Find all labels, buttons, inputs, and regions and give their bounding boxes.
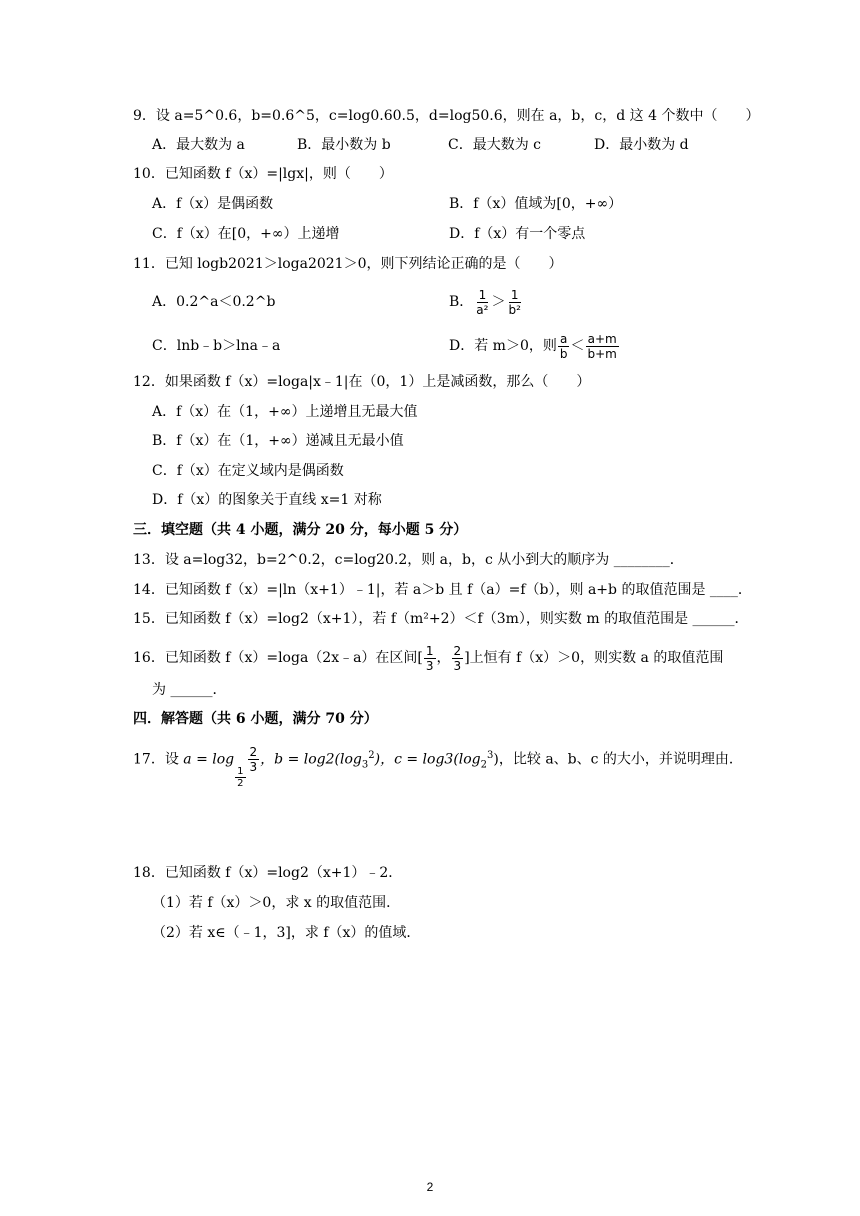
question-18-stem: 18．已知函数 f（x）=log2（x+1）﹣2． [133,865,403,881]
section-4-heading: 四．解答题（共 6 小题，满分 70 分） [133,711,378,727]
fraction [424,644,436,673]
q10-option-b: B．f（x）值域为[0，+∞） [449,196,623,212]
subscript: 2 [480,759,488,771]
question-12-stem: 12．如果函数 f（x）=loga|x﹣1|在（0，1）上是减函数，那么（ ） [133,374,591,390]
question-10-stem: 10．已知函数 f（x）=|lgx|，则（ ） [133,166,393,182]
numerator: 2 [453,643,462,658]
log-argument-fraction [248,745,260,774]
question-15: 15．已知函数 f（x）=log2（x+1），若 f（m²+2）＜f（3m），则实数 m 的取值范围是 ______． [133,611,749,627]
question-16 [133,640,723,676]
question-13: 13．设 a=log32，b=2^0.2，c=log20.2，则 a，b，c 从小到大的顺序为 ________． [133,552,684,568]
q11-option-c: C．lnb﹣b＞lna﹣a [152,338,281,354]
q9-option-b: B．最小数为 b [297,137,391,153]
denominator: b² [508,302,521,317]
subscript: 3 [361,759,369,771]
q11-option-b-prefix: B． [449,294,474,310]
fraction [474,288,490,317]
question-17 [133,736,743,789]
q9-option-c: C．最大数为 c [448,137,542,153]
section-3-heading: 三．填空题（共 4 小题，满分 20 分，每小题 5 分） [133,522,468,538]
numerator: a [559,331,568,346]
fraction [452,644,464,673]
numerator: 1 [478,287,487,302]
q9-option-a: A．最大数为 a [152,137,245,153]
q11-option-d-prefix: D．若 m＞0，则 [449,338,557,354]
q10-option-d: D．f（x）有一个零点 [449,226,586,242]
q17-pre: 17．设 [133,751,179,768]
numerator: 1 [425,643,434,658]
q17-post: )，比较 a、b、c 的大小，并说明理由． [493,751,743,768]
numerator: a+m [587,331,617,346]
q16-pre: 16．已知函数 f（x）=loga（2x﹣a）在区间[ [133,650,423,666]
q10-option-c: C．f（x）在[0，+∞）上递增 [152,226,340,242]
question-9-stem: 9．设 a=5^0.6，b=0.6^5，c=log0.60.5，d=log50.6，则在 a，b，c，d 这 4 个数中（ ） [133,108,760,124]
q17-c-expr: )，c = log3(log [374,751,481,768]
q11-option-b [449,284,524,320]
separator: ， [436,650,451,666]
denominator: 3 [249,760,258,775]
page-number: 2 [426,1180,434,1194]
q16-post: ]上恒有 f（x）＞0，则实数 a 的取值范围 [464,650,724,666]
q10-option-a: A．f（x）是偶函数 [152,196,274,212]
fraction [558,332,570,361]
denominator: b+m [587,346,617,361]
question-16-line-2: 为 ______． [152,682,227,698]
numerator: 1 [510,287,519,302]
question-14: 14．已知函数 f（x）=|ln（x+1）﹣1|，若 a＞b 且 f（a）=f（b），则 a+b 的取值范围是 ____． [133,582,752,598]
question-11-stem: 11．已知 logb2021＞loga2021＞0，则下列结论正确的是（ ） [133,256,563,272]
numerator: 1 [237,765,244,777]
denominator: 2 [237,777,244,789]
superscript: 2 [368,750,375,761]
denominator: 3 [453,658,462,673]
q12-option-a: A．f（x）在（1，+∞）上递增且无最大值 [152,404,418,420]
superscript: 3 [487,750,494,761]
q12-option-d: D．f（x）的图象关于直线 x=1 对称 [152,492,382,508]
q17-b-expr: ，b = log2(log [260,751,362,768]
q18-part-2: （2）若 x∈（﹣1，3]，求 f（x）的值域． [152,925,421,941]
q17-a-expr: a = log [183,751,235,768]
q9-option-d: D．最小数为 d [594,137,689,153]
log-base-fraction [235,766,245,789]
relation: ＞ [491,294,506,310]
q18-part-1: （1）若 f（x）＞0，求 x 的取值范围． [152,895,401,911]
q11-option-a: A．0.2^a＜0.2^b [152,294,276,310]
fraction [506,288,522,317]
relation: ＜ [570,338,585,354]
q12-option-c: C．f（x）在定义域内是偶函数 [152,463,344,479]
q12-option-b: B．f（x）在（1，+∞）递减且无最小值 [152,433,404,449]
numerator: 2 [249,745,258,760]
denominator: a² [476,302,489,317]
denominator: 3 [425,658,434,673]
denominator: b [559,346,568,361]
fraction [585,332,618,361]
q11-option-d [449,328,620,364]
